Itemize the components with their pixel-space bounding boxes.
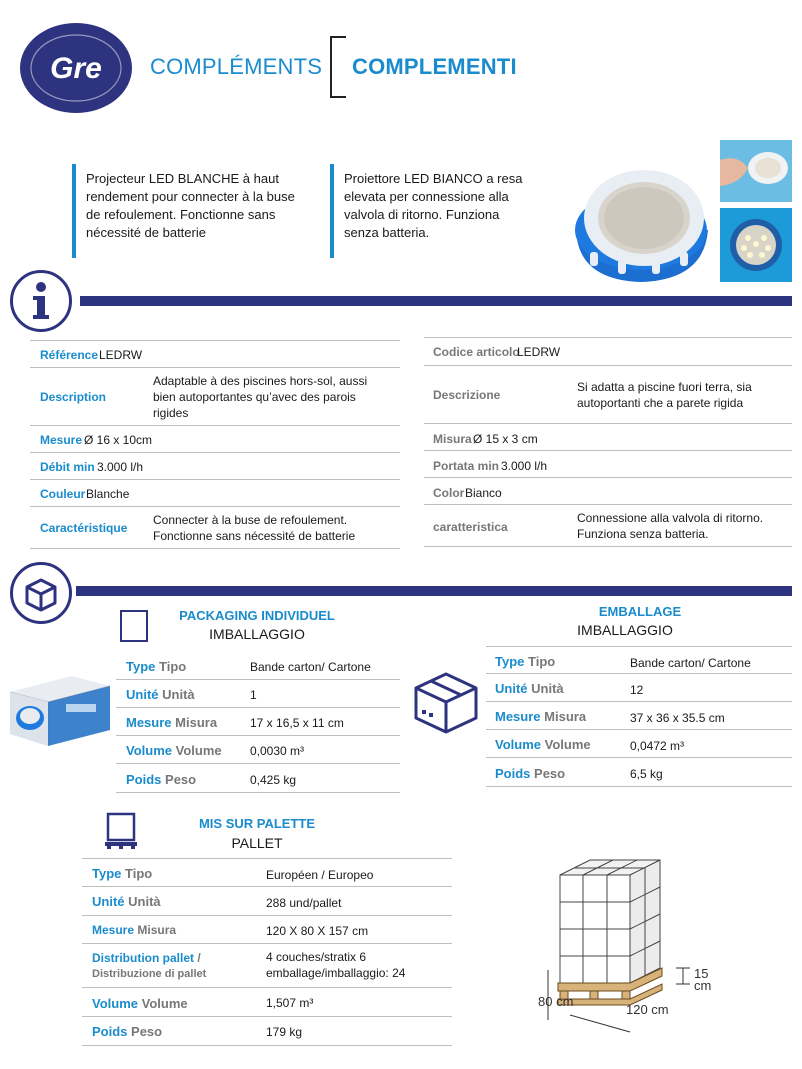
value-line: Funziona senza batteria.: [577, 527, 709, 541]
spec-label: Couleur: [40, 487, 86, 501]
label-it: Unità: [128, 894, 161, 909]
label-fr: Poids: [126, 772, 162, 787]
table-row: [486, 646, 792, 674]
pack-label: [495, 654, 555, 669]
table-row: [116, 708, 400, 736]
table-row: [424, 366, 792, 424]
table-row: [82, 988, 452, 1017]
pallet-scale-icon: [104, 812, 138, 850]
label-fr: Volume: [495, 737, 541, 752]
table-row: [30, 507, 400, 549]
table-row: [116, 736, 400, 764]
label-fr: Unité: [495, 681, 528, 696]
pack-value: [266, 949, 405, 981]
intro-line: nécessité de batterie: [86, 225, 206, 240]
box-section-icon: [10, 562, 72, 624]
pack-value: 0,425 kg: [250, 773, 297, 787]
value-line: emballage/imballaggio: 24: [266, 966, 406, 980]
packaging-individual-subtitle: IMBALLAGGIO: [209, 626, 305, 642]
spec-value: [153, 373, 367, 421]
table-row: [30, 480, 400, 507]
value-line: Connecter à la buse de refoulement.: [153, 513, 348, 527]
label-fr: Mesure: [495, 709, 541, 724]
pallet-title: MIS SUR PALETTE: [198, 816, 316, 831]
label-it: Peso: [131, 1024, 163, 1039]
table-row: [486, 758, 792, 787]
label-it: Volume: [175, 743, 222, 758]
label-fr: Poids: [495, 766, 531, 781]
logo-text: Gre: [50, 52, 102, 85]
table-row: [116, 652, 400, 680]
label-it: Tipo: [125, 866, 153, 881]
label-fr: Type: [126, 659, 156, 674]
pack-value: Bande carton/ Cartone: [630, 656, 751, 670]
spec-label: Color: [433, 486, 465, 500]
table-row: [486, 674, 792, 702]
label-fr: Type: [495, 654, 525, 669]
packaging-individual-title: PACKAGING INDIVIDUEL: [179, 608, 335, 623]
value-line: Connessione alla valvola di ritorno.: [577, 511, 764, 525]
pack-label: [92, 923, 176, 937]
pack-label: [92, 866, 152, 881]
intro-line: senza batteria.: [344, 225, 430, 240]
product-thumb-lit: [720, 208, 792, 282]
shipping-box-icon: [410, 668, 482, 736]
label-it: Peso: [534, 766, 566, 781]
intro-accent-bar-it: [330, 164, 334, 258]
spec-value: Blanche: [86, 487, 130, 501]
page-title-fr: COMPLÉMENTS: [150, 54, 323, 79]
pack-value: 17 x 16,5 x 11 cm: [250, 716, 344, 730]
table-row: [82, 1017, 452, 1046]
label-fr: Poids: [92, 1024, 128, 1039]
pack-value: Bande carton/ Cartone: [250, 660, 371, 674]
table-row: [82, 887, 452, 916]
dim-width-label: 120 cm: [626, 1002, 669, 1017]
pack-value: 0,0472 m³: [630, 739, 685, 753]
pack-value: Européen / Europeo: [266, 868, 374, 882]
dim-depth-label: 80 cm: [538, 994, 574, 1009]
label-it: Misura: [544, 709, 587, 724]
pack-label: [92, 894, 161, 909]
title-divider: [330, 36, 346, 98]
pallet-diagram: [530, 850, 730, 1040]
spec-value: 3.000 l/h: [501, 459, 548, 473]
label-fr: Unité: [126, 687, 159, 702]
spec-label: Caractéristique: [40, 521, 128, 535]
intro-line: Projecteur LED BLANCHE à haut: [86, 171, 279, 186]
table-row: [30, 426, 400, 453]
pack-value: 1: [250, 688, 257, 702]
pack-label: [126, 772, 196, 787]
label-it: Volume: [141, 996, 188, 1011]
packaging-section-bar: [76, 586, 792, 596]
page-title-it: COMPLEMENTI: [352, 54, 517, 79]
dim-height-value: 15: [694, 966, 709, 981]
intro-line: de refoulement. Fonctionne sans: [86, 207, 276, 222]
pack-label: [495, 766, 565, 781]
table-row: [30, 368, 400, 426]
spec-label: caratteristica: [433, 520, 508, 534]
spec-value: Bianco: [465, 486, 502, 500]
label-sep: /: [194, 951, 201, 965]
intro-line: valvola di ritorno. Funziona: [344, 207, 500, 222]
pack-value: 0,0030 m³: [250, 744, 305, 758]
label-it: Tipo: [159, 659, 187, 674]
label-fr: Volume: [126, 743, 172, 758]
pack-label: [92, 996, 188, 1011]
intro-line: elevata per connessione alla: [344, 189, 509, 204]
pack-label: [126, 715, 217, 730]
table-row: [424, 478, 792, 505]
table-row: [424, 505, 792, 547]
spec-label: Portata min: [433, 459, 500, 473]
pallet-subtitle: PALLET: [231, 835, 283, 851]
pack-value: 120 X 80 X 157 cm: [266, 924, 369, 938]
label-fr: Mesure: [92, 923, 135, 937]
pack-label: [495, 681, 564, 696]
label-it: Unità: [162, 687, 195, 702]
value-line: 4 couches/stratix 6: [266, 950, 367, 964]
label-it: Misura: [175, 715, 218, 730]
retail-box-image: [6, 670, 112, 748]
product-thumb-hand: [720, 140, 792, 202]
spec-value: [577, 510, 763, 542]
table-row: [82, 916, 452, 944]
value-line: Fonctionne sans nécessité de batterie: [153, 529, 356, 543]
pack-label: [126, 687, 195, 702]
table-row: [486, 730, 792, 758]
pack-value: 6,5 kg: [630, 767, 663, 781]
intro-accent-bar-fr: [72, 164, 76, 258]
dim-height-unit: cm: [694, 978, 712, 993]
label-fr: Mesure: [126, 715, 172, 730]
intro-line: rendement pour connecter à la buse: [86, 189, 295, 204]
table-row: [486, 702, 792, 730]
spec-value: [153, 512, 355, 544]
label-fr: Type: [92, 866, 122, 881]
spec-label: Description: [40, 390, 107, 404]
value-line: bien autoportantes qu’avec des parois: [153, 390, 356, 404]
intro-text-fr: [86, 170, 326, 242]
spec-label: Mesure: [40, 433, 83, 447]
intro-line: Proiettore LED BIANCO a resa: [344, 171, 523, 186]
spec-label: Misura: [433, 432, 472, 446]
spec-value: Ø 16 x 10cm: [84, 433, 153, 447]
product-image: [568, 160, 714, 285]
table-row: [30, 340, 400, 368]
info-icon: [10, 270, 72, 332]
spec-label: Débit min: [40, 460, 95, 474]
label-it: Tipo: [528, 654, 556, 669]
pack-value: 12: [630, 683, 644, 697]
pack-label: [92, 950, 206, 982]
pack-value: 1,507 m³: [266, 996, 314, 1010]
table-row: [424, 337, 792, 366]
table-row: [424, 424, 792, 451]
pack-value: 179 kg: [266, 1025, 303, 1039]
pack-value: 37 x 36 x 35.5 cm: [630, 711, 725, 725]
table-row: [82, 858, 452, 887]
label-it: Misura: [137, 923, 177, 937]
table-row: [116, 764, 400, 793]
emballage-subtitle: IMBALLAGGIO: [577, 622, 673, 638]
pack-label: [92, 1024, 162, 1039]
spec-value: LEDRW: [99, 348, 143, 362]
table-row: [424, 451, 792, 478]
spec-label: Codice articolo: [433, 345, 520, 359]
label-it: Distribuzione di pallet: [92, 968, 207, 980]
pack-label: [495, 737, 591, 752]
label-fr: Distribution pallet: [92, 951, 194, 965]
table-row: [30, 453, 400, 480]
spec-value: Ø 15 x 3 cm: [473, 432, 538, 446]
label-it: Unità: [531, 681, 564, 696]
intro-text-it: [344, 170, 564, 242]
info-section-bar: [80, 296, 792, 306]
pack-label: [495, 709, 586, 724]
spec-value: 3.000 l/h: [97, 460, 144, 474]
spec-value: LEDRW: [517, 345, 561, 359]
spec-label: Référence: [40, 348, 99, 362]
document-icon: [120, 610, 148, 642]
spec-label: Descrizione: [433, 388, 501, 402]
value-line: autoportanti che a parete rigida: [577, 396, 744, 410]
label-fr: Volume: [92, 996, 138, 1011]
table-row: [116, 680, 400, 708]
value-line: rigides: [153, 406, 189, 420]
pack-label: [126, 743, 222, 758]
label-it: Peso: [165, 772, 197, 787]
label-fr: Unité: [92, 894, 125, 909]
label-it: Volume: [544, 737, 591, 752]
value-line: Adaptable à des piscines hors-sol, aussi: [153, 374, 368, 388]
table-row: [82, 944, 452, 988]
pack-label: [126, 659, 186, 674]
emballage-title: EMBALLAGE: [598, 604, 682, 619]
pack-value: 288 und/pallet: [266, 896, 342, 910]
value-line: Si adatta a piscine fuori terra, sia: [577, 380, 752, 394]
gre-logo: [18, 22, 134, 114]
spec-value: [577, 379, 752, 411]
